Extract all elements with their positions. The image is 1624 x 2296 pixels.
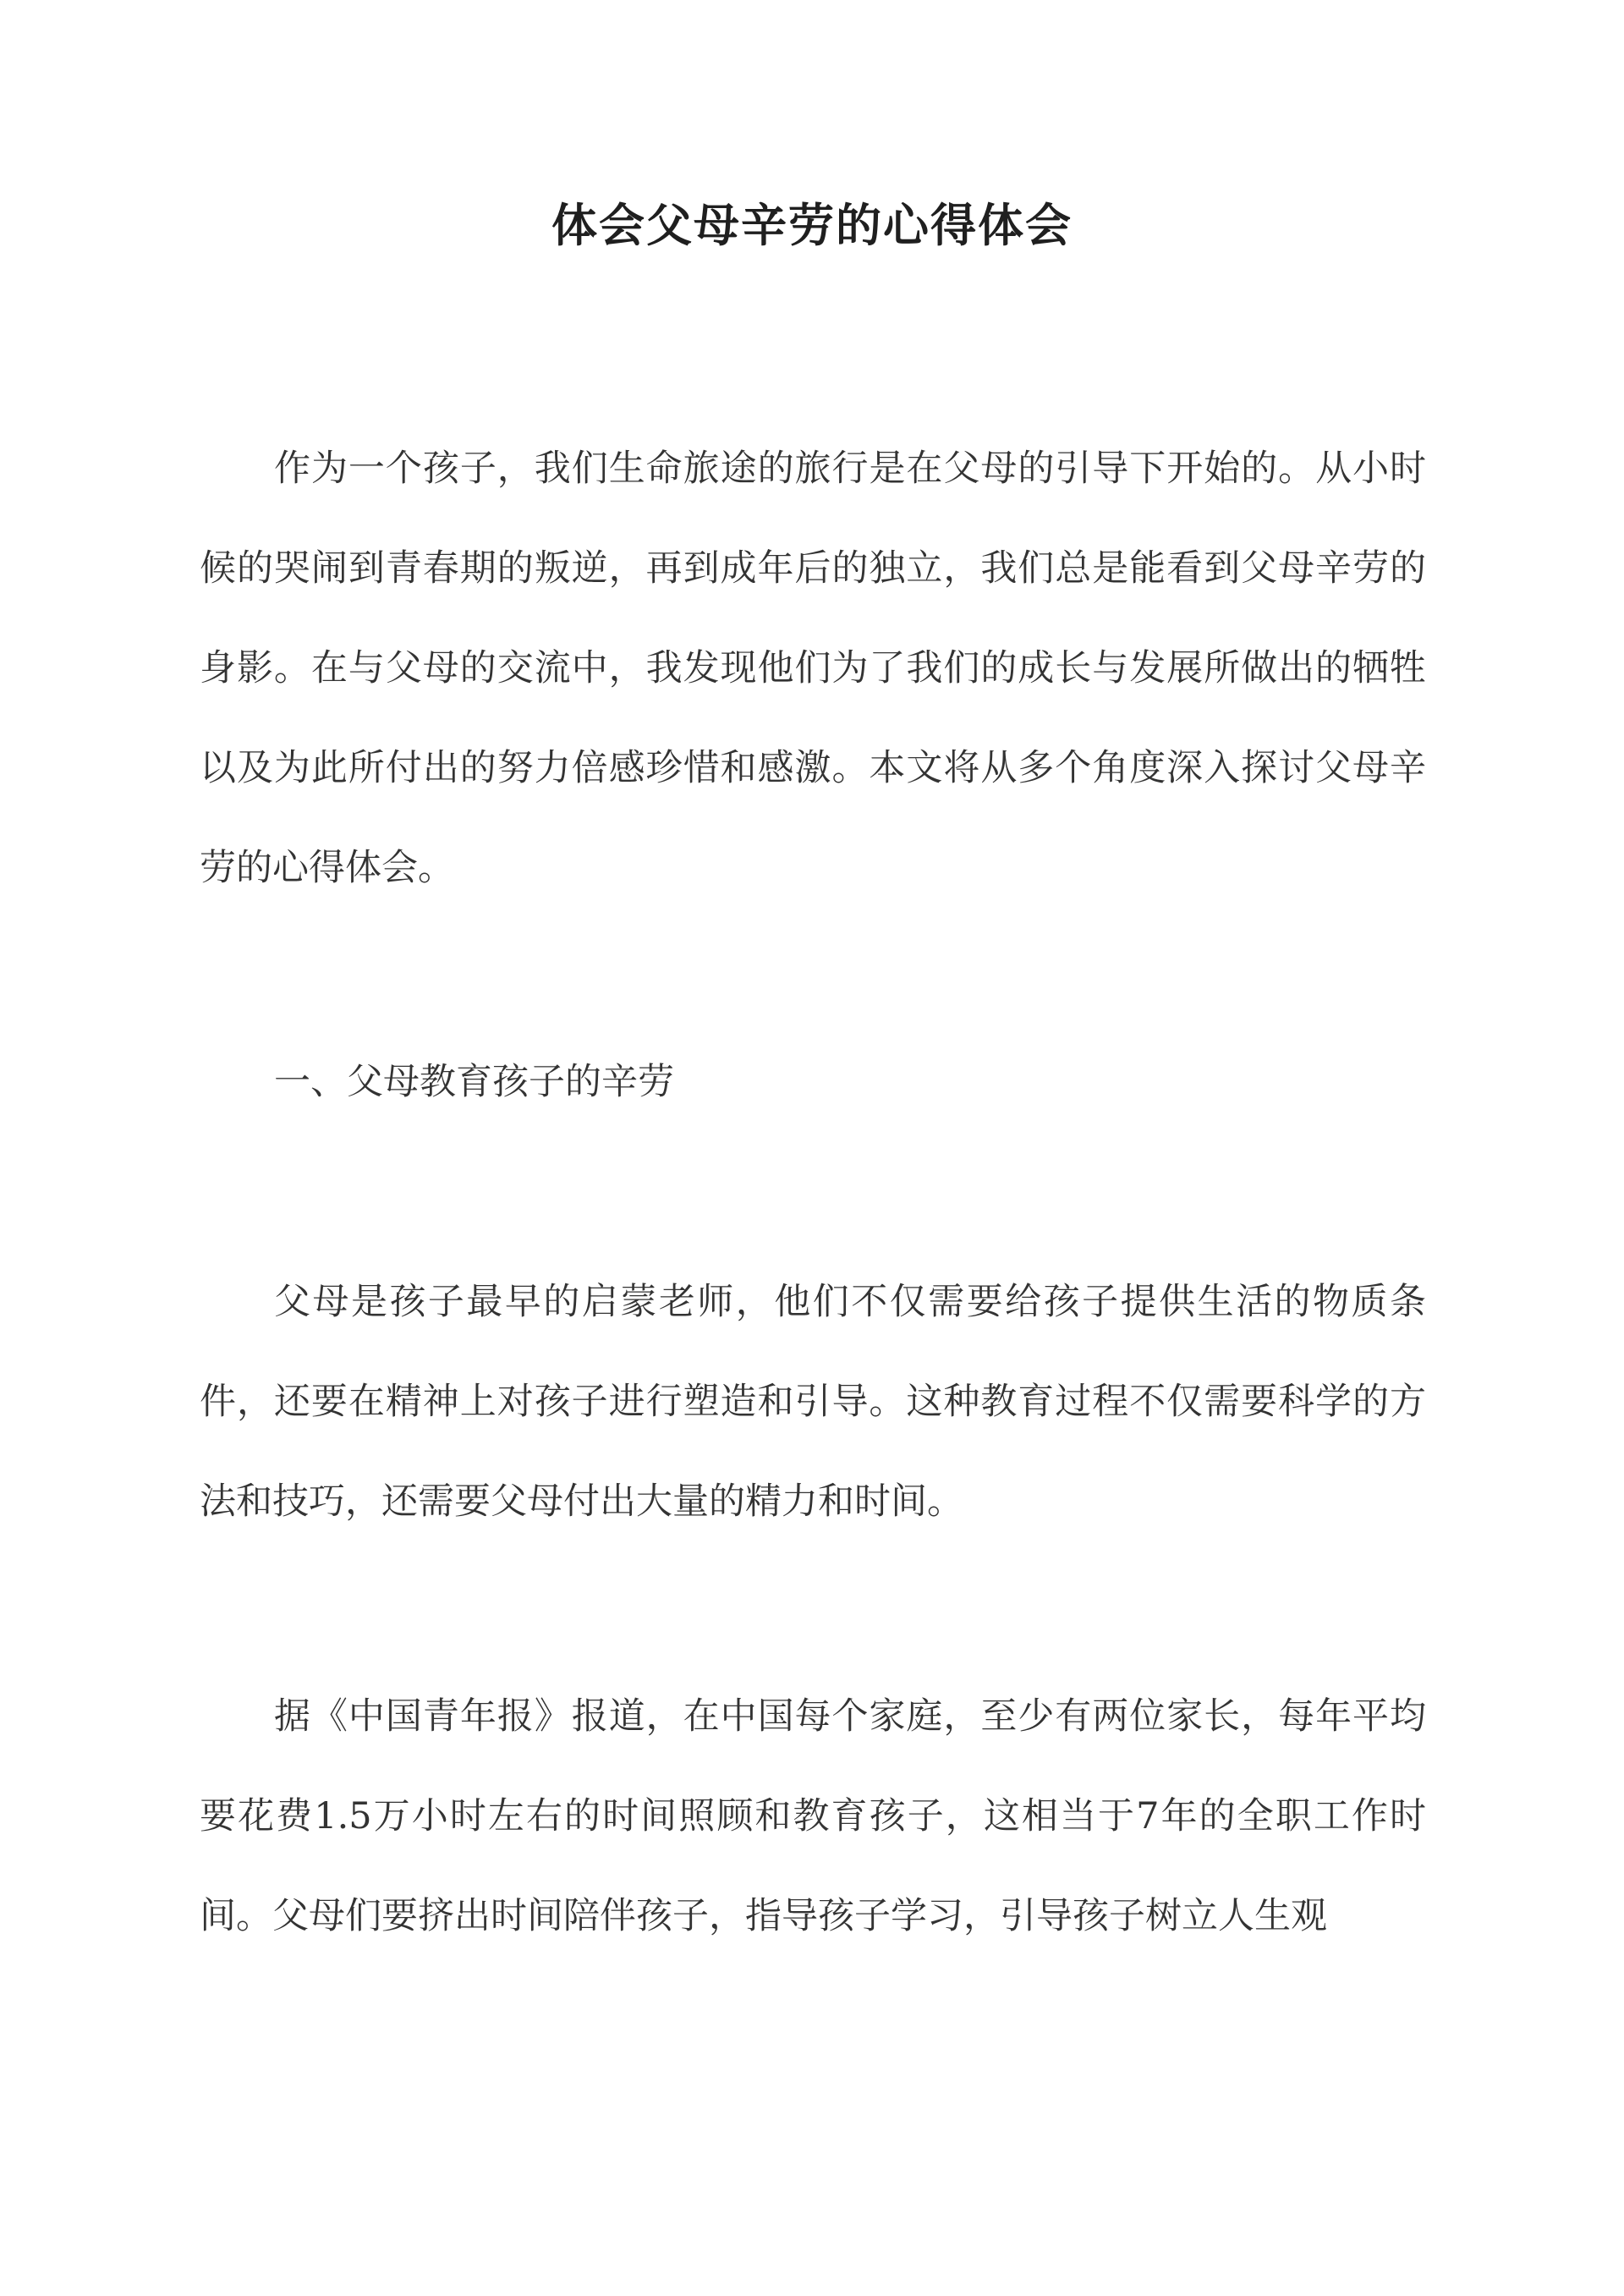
document-title: 体会父母辛劳的心得体会 (551, 198, 1073, 252)
body-paragraph-1: 父母是孩子最早的启蒙老师，他们不仅需要给孩子提供生活的物质条件，还要在精神上对孩子进行塑造和引导。这种教育过程不仅需要科学的方法和技巧，还需要父母付出大量的精力和时间。 (200, 1281, 1426, 1523)
intro-paragraph: 作为一个孩子，我们生命旅途的旅行是在父母的引导下开始的。从小时候的哭闹到青春期的叛逆，再到成年后的独立，我们总是能看到父母辛劳的身影。在与父母的交流中，我发现他们为了我们的成长与发展所做出的牺牲以及为此所付出的努力倍感珍惜和感激。本文将从多个角度深入探讨父母辛劳的心得体会。 (200, 448, 1426, 889)
section-heading: 一、父母教育孩子的辛劳 (274, 1061, 674, 1103)
body-paragraph-2: 据《中国青年报》报道，在中国每个家庭，至少有两位家长，每年平均要花费1.5万小时左右的时间照顾和教育孩子，这相当于7年的全职工作时间。父母们要挤出时间陪伴孩子，指导孩子学习，引导孩子树立人生观 (200, 1695, 1426, 1937)
